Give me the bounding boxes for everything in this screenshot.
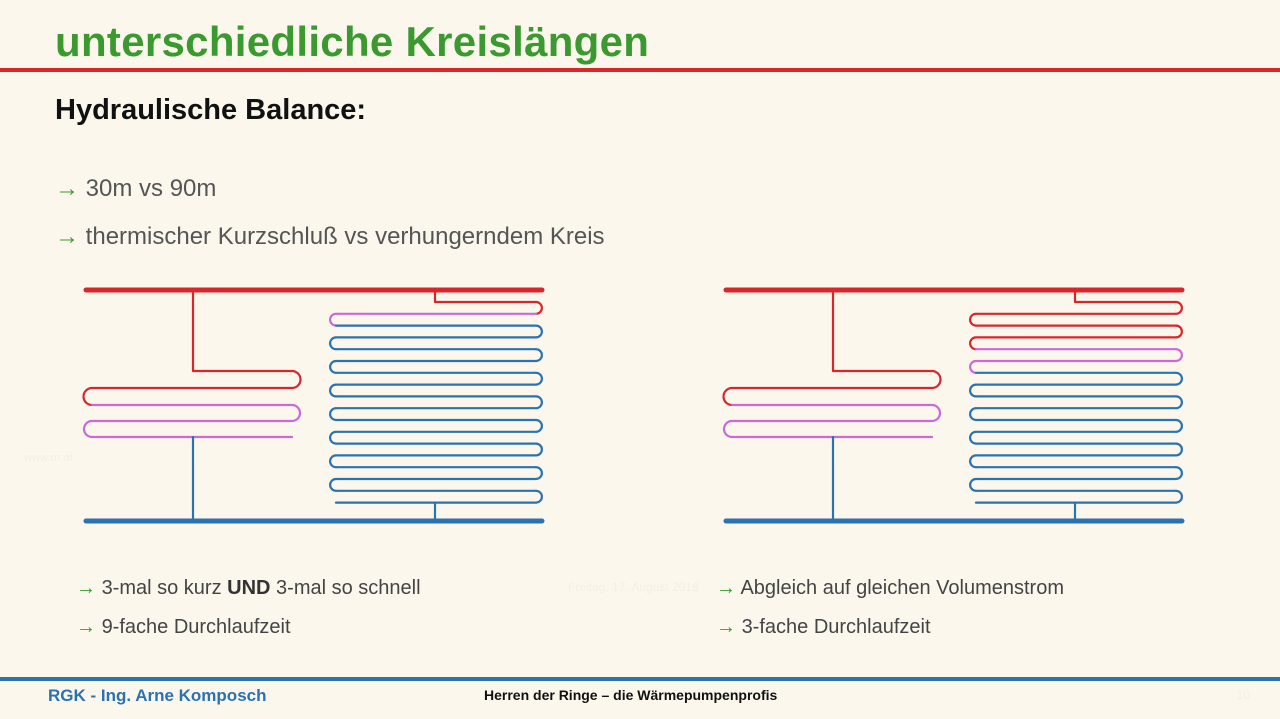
loop-bend <box>536 491 542 503</box>
loop-bend <box>536 396 542 408</box>
loop-bend <box>536 326 542 338</box>
note-text: 3-mal so schnell <box>270 577 421 599</box>
loop-bend <box>84 421 92 437</box>
loop-bend <box>1176 491 1182 503</box>
loop-bend <box>970 408 976 420</box>
loop-bend <box>536 444 542 456</box>
loop-bend <box>1176 373 1182 385</box>
loop-bend <box>292 371 301 388</box>
note-text: 3-mal so kurz <box>101 577 228 599</box>
footer-divider <box>0 677 1280 681</box>
loop-bend <box>1176 396 1182 408</box>
loop-bend <box>330 455 336 467</box>
loop-bend <box>724 388 733 405</box>
loop-bend <box>970 361 976 373</box>
loop-bend <box>970 337 976 349</box>
bullet-text: thermischer Kurzschluß vs verhungerndem Kreis <box>85 223 605 250</box>
note-emphasis: UND <box>227 577 271 599</box>
arrow-right-icon: → <box>716 577 736 599</box>
loop-bend <box>970 432 976 444</box>
loop-bend <box>292 405 300 421</box>
arrow-right-icon: → <box>76 616 96 638</box>
note-text: 9-fache Durchlaufzeit <box>101 616 291 638</box>
note-text: 3-fache Durchlaufzeit <box>741 616 931 638</box>
loop-bend <box>330 432 336 444</box>
loop-bend <box>536 302 542 314</box>
loop-bend <box>970 385 976 397</box>
supply-branch <box>833 290 932 371</box>
page-number: 10 <box>1236 688 1250 702</box>
loop-bend <box>330 408 336 420</box>
loop-bend <box>84 388 93 405</box>
loop-bend <box>970 479 976 491</box>
loop-bend <box>330 337 336 349</box>
loop-bend <box>1176 326 1182 338</box>
loop-bend <box>536 467 542 479</box>
date-text: Freitag, 17. August 2018 <box>568 580 699 594</box>
arrow-right-icon: → <box>716 616 736 638</box>
footer-author: RGK - Ing. Arne Komposch <box>48 686 267 705</box>
supply-branch <box>193 290 292 371</box>
loop-bend <box>330 479 336 491</box>
loop-bend <box>536 420 542 432</box>
footer-title: Herren der Ringe – die Wärmepumpenprofis <box>484 687 778 703</box>
diagram-balanced <box>724 290 1183 521</box>
loop-bend <box>330 314 336 326</box>
left-note <box>76 575 421 601</box>
loop-bend <box>932 371 941 388</box>
loop-bend <box>1176 467 1182 479</box>
slide-title: unterschiedliche Kreislängen <box>55 18 650 65</box>
left-note <box>76 614 291 640</box>
arrow-right-icon: → <box>76 577 96 599</box>
loop-bend <box>724 421 732 437</box>
right-note <box>716 575 1064 601</box>
arrow-right-icon: → <box>55 175 79 202</box>
loop-bend <box>1176 420 1182 432</box>
loop-bend <box>970 314 976 326</box>
loop-bend <box>330 385 336 397</box>
loop-bend <box>536 349 542 361</box>
arrow-right-icon: → <box>55 223 79 250</box>
diagram-unbalanced <box>84 290 543 521</box>
bullet-text: 30m vs 90m <box>85 175 217 202</box>
slide-subtitle: Hydraulische Balance: <box>55 94 367 126</box>
right-note <box>716 614 931 640</box>
loop-bend <box>1176 444 1182 456</box>
watermark: www.rrr.at <box>24 452 73 464</box>
loop-bend <box>1176 302 1182 314</box>
loop-bend <box>1176 349 1182 361</box>
note-text: Abgleich auf gleichen Volumenstrom <box>740 577 1064 599</box>
loop-bend <box>970 455 976 467</box>
loop-bend <box>932 405 940 421</box>
loop-bend <box>536 373 542 385</box>
loop-bend <box>330 361 336 373</box>
